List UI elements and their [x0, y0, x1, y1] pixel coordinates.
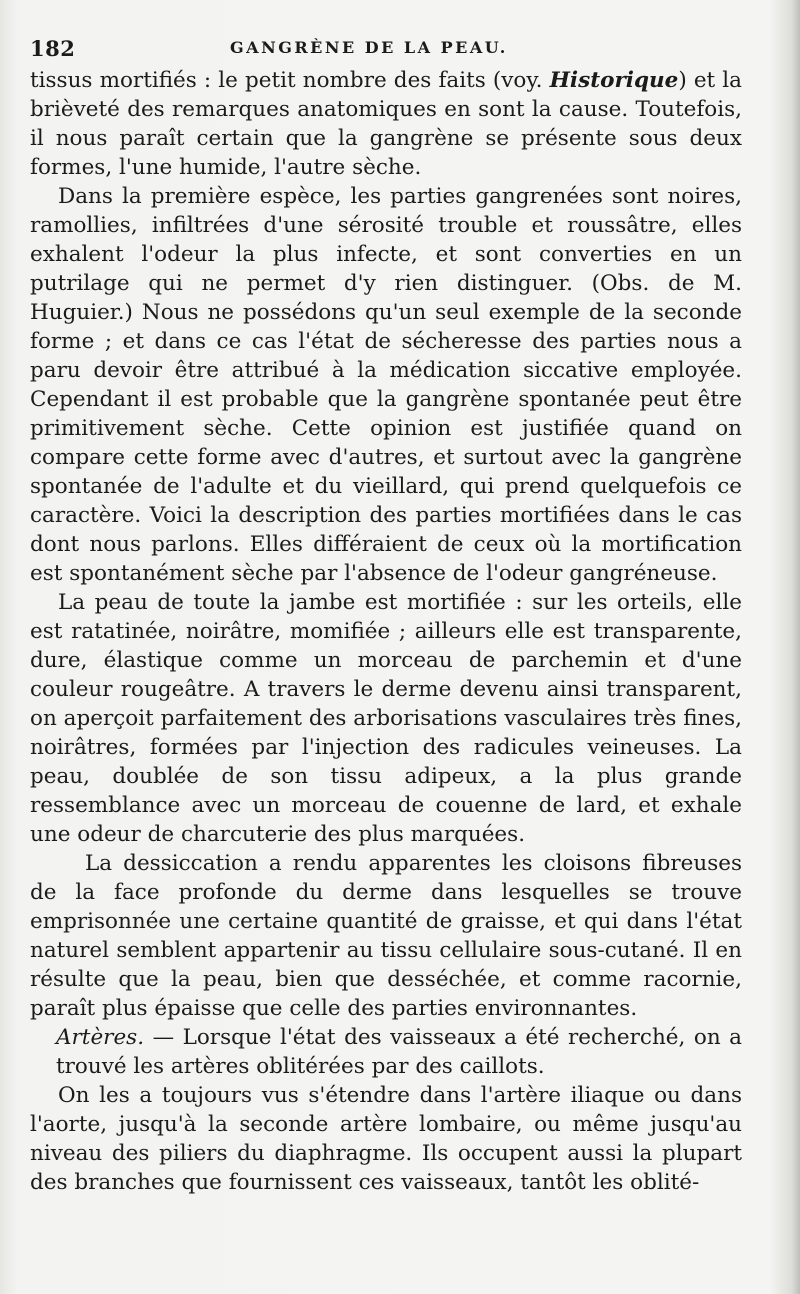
paragraph-3: La peau de toute la jambe est mortifiée : sur les orteils, elle est ratatinée, noirâtre, momifiée ; ailleurs elle est transparente, dure, élastique comme un morceau de parchemin et d'une couleur rougeâtre. A travers le derme devenu ainsi transparent, on aperçoit parfaitement des arborisations vasculaires très fines, noirâtres, formées par l'injection des radicules veineuses. La peau, doublée de son tissu adipeux, a la plus grande ressemblance avec un morceau de couenne de lard, et exhale une odeur de charcuterie des plus marquées.	[30, 590, 742, 847]
paragraph-5	[30, 1023, 742, 1081]
paragraph-1-text-before: tissus mortifiés : le petit nombre des faits (voy.	[30, 68, 550, 93]
paragraph-5-text: — Lorsque l'état des vaisseaux a été recherché, on a trouvé les artères oblitérées par des caillots.	[56, 1025, 742, 1079]
paragraph-1	[30, 66, 742, 182]
running-title: GANGRÈNE DE LA PEAU.	[230, 38, 508, 57]
paragraph-6: On les a toujours vus s'étendre dans l'artère iliaque ou dans l'aorte, jusqu'à la seconde artère lombaire, ou même jusqu'au niveau des piliers du diaphragme. Ils occupent aussi la plupart des branches que fournissent ces vaisseaux, tantôt les oblité-	[30, 1083, 742, 1195]
page-header	[30, 36, 730, 62]
paragraph-4: La dessiccation a rendu apparentes les cloisons fibreuses de la face profonde du derme dans lesquelles se trouve emprisonnée une certaine quantité de graisse, et qui dans l'état naturel semblent appartenir au tissu cellulaire sous-cutané. Il en résulte que la peau, bien que desséchée, et comme racornie, paraît plus épaisse que celle des parties environnantes.	[30, 851, 742, 1021]
paragraph-2: Dans la première espèce, les parties gangrenées sont noires, ramollies, infiltrées d'une sérosité trouble et roussâtre, elles exhalent l'odeur la plus infecte, et sont converties en un putrilage qui ne permet d'y rien distinguer. (Obs. de M. Huguier.) Nous ne possédons qu'un seul exemple de la seconde forme ; et dans ce cas l'état de sécheresse des parties nous a paru devoir être attribué à la médication siccative employée. Cependant il est probable que la gangrène spontanée peut être primitivement sèche. Cette opinion est justifiée quand on compare cette forme avec d'autres, et surtout avec la gangrène spontanée de l'adulte et du vieillard, qui prend quelquefois ce caractère. Voici la description des parties mortifiées dans le cas dont nous parlons. Elles différaient de ceux où la mortification est spontanément sèche par l'absence de l'odeur gangréneuse.	[30, 184, 742, 586]
page-number: 182	[30, 36, 76, 61]
paragraph-1-text-after: ) et la brièveté des remarques anatomiques en sont la cause. Toutefois, il nous paraît certain que la gangrène se présente sous deux formes, l'une humide, l'autre sèche.	[30, 68, 742, 180]
arteres-heading: Artères.	[56, 1025, 145, 1050]
body-text	[30, 66, 742, 1197]
historique-reference: Historique	[549, 68, 679, 93]
